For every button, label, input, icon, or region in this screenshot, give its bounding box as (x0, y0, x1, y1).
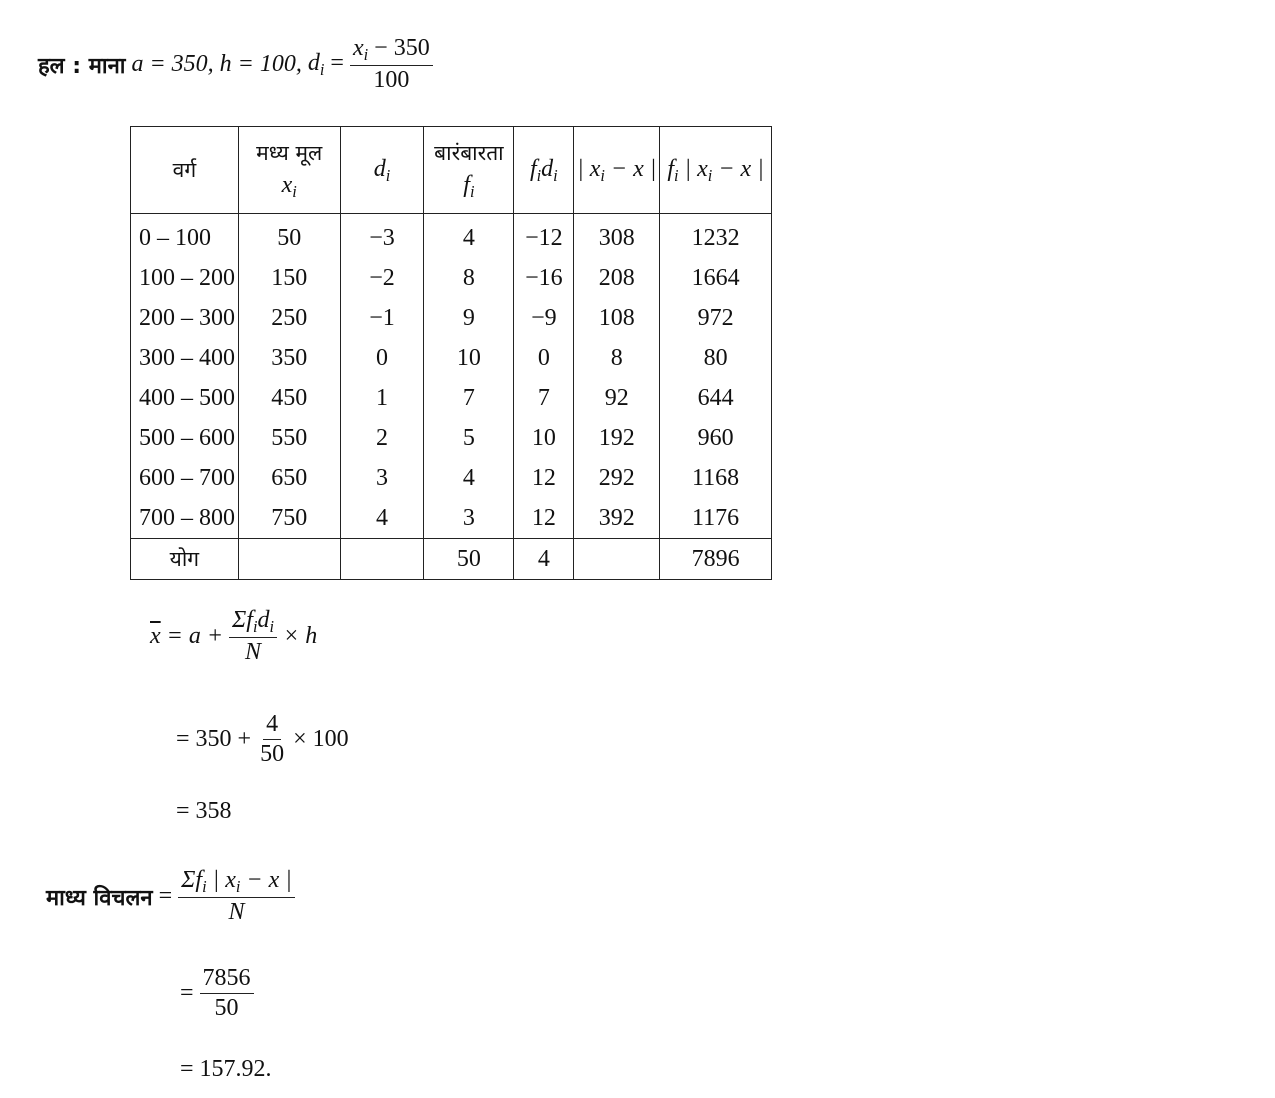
md-den: N (228, 899, 245, 926)
cell-fabsdev: 972 (660, 298, 772, 338)
d-fraction (350, 36, 433, 93)
fabsdev-a: f (667, 156, 674, 183)
md-eq2-fraction (200, 966, 254, 1021)
cell-fabsdev: 1168 (660, 458, 772, 498)
cell-d: −2 (340, 258, 424, 298)
cell-mid: 150 (238, 258, 340, 298)
mean-result-text: = 358 (176, 798, 232, 824)
total-fabsdev: 7896 (660, 539, 772, 580)
cell-f: 10 (424, 338, 514, 378)
cell-f: 8 (424, 258, 514, 298)
cell-class: 100 – 200 (131, 258, 239, 298)
md-num-c: − x | (240, 867, 292, 893)
cell-fd: −12 (514, 214, 574, 259)
eq1-den: N (245, 639, 262, 666)
mid-label: मध्य मूल (256, 140, 323, 165)
mean-eq1-fraction (229, 608, 277, 665)
cell-class: 300 – 400 (131, 338, 239, 378)
md-num-sub2: i (235, 876, 241, 896)
cell-d: 4 (340, 498, 424, 539)
col-freq-header (424, 127, 514, 214)
cell-absdev: 292 (574, 458, 660, 498)
eq1-num-d: d (257, 607, 270, 633)
solution-label: हल : माना (38, 53, 126, 79)
freq-sym: f (463, 172, 470, 199)
cell-mid: 450 (238, 378, 340, 418)
mean-result (176, 798, 232, 825)
cell-d: 0 (340, 338, 424, 378)
md-eq2 (180, 966, 254, 1021)
cell-absdev: 8 (574, 338, 660, 378)
d-denominator: 100 (373, 67, 410, 94)
fabsdev-b: | x (678, 156, 708, 183)
table-row (131, 298, 772, 338)
mean-eq2 (176, 712, 349, 767)
cell-class: 200 – 300 (131, 298, 239, 338)
eq1-num-sub2: i (269, 616, 275, 636)
cell-class: 700 – 800 (131, 498, 239, 539)
mean-eq2-tail: × 100 (293, 726, 349, 753)
cell-f: 5 (424, 418, 514, 458)
cell-mid: 50 (238, 214, 340, 259)
total-row (131, 539, 772, 580)
cell-class: 0 – 100 (131, 214, 239, 259)
d-num-rest: − 350 (368, 35, 430, 61)
eq2-num: 4 (263, 712, 281, 740)
cell-fd: 12 (514, 498, 574, 539)
cell-mid: 350 (238, 338, 340, 378)
cell-fabsdev: 80 (660, 338, 772, 378)
cell-f: 4 (424, 214, 514, 259)
mid-sym: x (281, 172, 293, 199)
table-row (131, 214, 772, 259)
md-num2: 7856 (200, 966, 254, 994)
cell-absdev: 308 (574, 214, 660, 259)
cell-class: 600 – 700 (131, 458, 239, 498)
cell-fd: 0 (514, 338, 574, 378)
cell-absdev: 108 (574, 298, 660, 338)
cell-d: −1 (340, 298, 424, 338)
col-class-header: वर्ग (131, 127, 239, 214)
cell-mid: 550 (238, 418, 340, 458)
solution-header (38, 36, 433, 93)
cell-absdev: 92 (574, 378, 660, 418)
md-label: माध्य विचलन (46, 885, 153, 911)
fd-sub1: i (536, 165, 542, 185)
fd-sub2: i (553, 165, 558, 185)
cell-d: 3 (340, 458, 424, 498)
mean-eq2-a: = 350 + (176, 726, 252, 753)
table-row (131, 498, 772, 539)
cell-fd: 12 (514, 458, 574, 498)
mean-eq1 (150, 608, 317, 665)
col-fabsdev-header: $f_i$ | $x_i - x$ | (660, 127, 772, 214)
table-row (131, 338, 772, 378)
cell-fabsdev: 644 (660, 378, 772, 418)
md-num-b: | x (206, 867, 236, 893)
cell-d: −3 (340, 214, 424, 259)
eq1-num-sub1: i (252, 616, 258, 636)
d-sub: i (319, 59, 325, 79)
mid-sub: i (292, 182, 297, 202)
cell-fd: 10 (514, 418, 574, 458)
cell-fabsdev: 960 (660, 418, 772, 458)
table-row (131, 458, 772, 498)
cell-fabsdev: 1664 (660, 258, 772, 298)
cell-d: 2 (340, 418, 424, 458)
cell-mid: 650 (238, 458, 340, 498)
cell-d: 1 (340, 378, 424, 418)
md-eq-sign: = (158, 883, 173, 910)
md-fraction (178, 868, 295, 925)
freq-sub: i (469, 182, 475, 202)
fabsdev-c: − x | (712, 156, 764, 183)
cell-f: 4 (424, 458, 514, 498)
cell-absdev: 192 (574, 418, 660, 458)
d-definition: $d_i$ = (307, 49, 344, 79)
mean-eq1-tail: × h (283, 623, 318, 650)
cell-f: 7 (424, 378, 514, 418)
freq-label: बारंबारता (434, 140, 504, 165)
given-values: a = 350, h = 100, (131, 51, 302, 78)
eq2-den: 50 (260, 741, 285, 768)
cell-class: 500 – 600 (131, 418, 239, 458)
cell-fd: −9 (514, 298, 574, 338)
d-num-x: x (352, 35, 364, 61)
d-symbol: d (307, 49, 320, 76)
total-label: योग (131, 539, 239, 580)
table-row (131, 378, 772, 418)
d-head-sub: i (385, 165, 391, 185)
md-result (180, 1056, 272, 1083)
total-mid (238, 539, 340, 580)
md-eq2-sign: = (180, 980, 194, 1007)
col-d-header (340, 127, 424, 214)
col-fd-header: $f_id_i$ (514, 127, 574, 214)
mean-symbol: $\overline{x}$ (150, 623, 161, 650)
mean-eq1-a: = a + (166, 623, 224, 650)
cell-f: 9 (424, 298, 514, 338)
table-row (131, 258, 772, 298)
md-eq1 (46, 868, 295, 925)
table-row (131, 418, 772, 458)
d-head-sym: d (373, 156, 386, 183)
col-mid-header (238, 127, 340, 214)
md-num-sub: i (202, 876, 207, 896)
mean-eq2-fraction (257, 712, 287, 767)
cell-fabsdev: 1176 (660, 498, 772, 539)
md-result-text: = 157.92. (180, 1056, 272, 1082)
total-d (340, 539, 424, 580)
cell-mid: 750 (238, 498, 340, 539)
cell-absdev: 208 (574, 258, 660, 298)
d-num-sub: i (363, 44, 369, 64)
cell-class: 400 – 500 (131, 378, 239, 418)
cell-absdev: 392 (574, 498, 660, 539)
eq1-num-a: Σf (232, 607, 253, 633)
total-fd: 4 (514, 539, 574, 580)
md-den2: 50 (214, 995, 239, 1022)
frequency-table (130, 126, 772, 580)
total-absdev (574, 539, 660, 580)
cell-fd: 7 (514, 378, 574, 418)
total-f: 50 (424, 539, 514, 580)
cell-fabsdev: 1232 (660, 214, 772, 259)
table-header-row (131, 127, 772, 214)
cell-fd: −16 (514, 258, 574, 298)
cell-mid: 250 (238, 298, 340, 338)
col-absdev-header: | $x_i - x$ | (574, 127, 660, 214)
md-num-a: Σf (181, 867, 203, 893)
absdev-b: − x | (604, 156, 657, 183)
cell-f: 3 (424, 498, 514, 539)
absdev-a: | x (577, 156, 601, 183)
